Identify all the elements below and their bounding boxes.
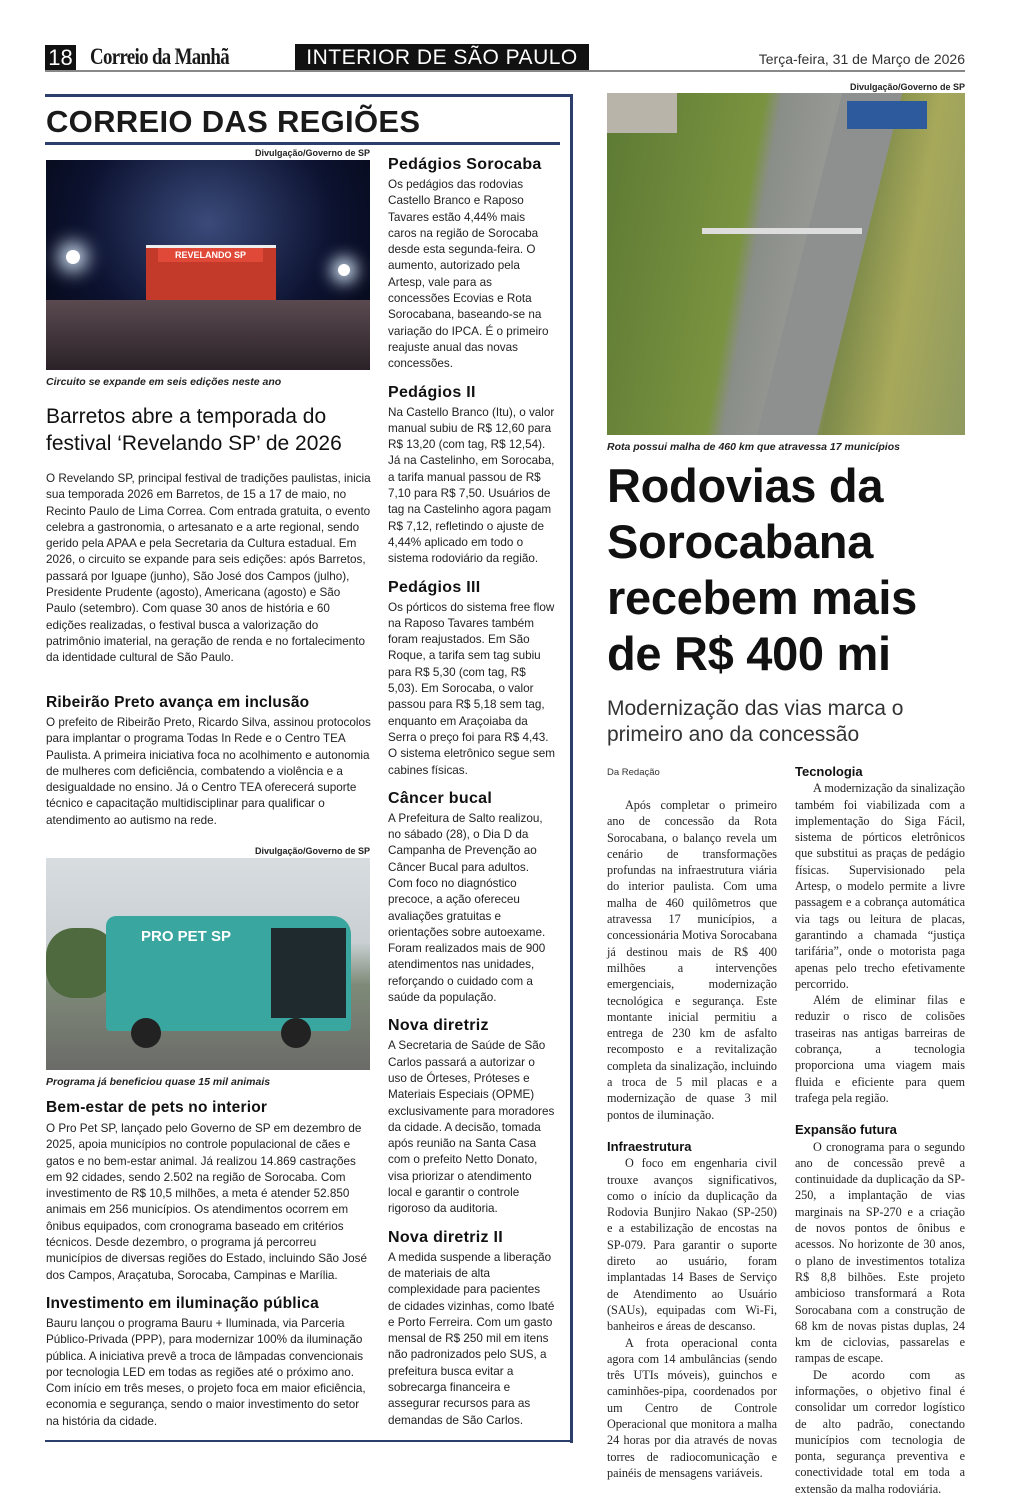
pets-heading: Bem-estar de pets no interior bbox=[46, 1099, 268, 1116]
article-paragraph: A frota operacional conta agora com 14 ambulâncias (sendo três UTIs móveis), guinchos e caminhões-pipa, coordenados por um Centro de Controle Operacional que monitora a malha 24 horas por dia através de novas torres de radiocomunicação e painéis de mensagens variáveis. bbox=[607, 1335, 777, 1480]
issue-date: Terça-feira, 31 de Março de 2026 bbox=[758, 51, 965, 67]
article-paragraph: Além de eliminar filas e reduzir o risco de colisões traseiras nas antigas barreiras de cobrança, a tecnologia proporciona uma viagem mais fluida e eficiente para quem trafega pela região. bbox=[795, 993, 965, 1105]
brief-body: A Prefeitura de Salto realizou, no sábado (28), o Dia D da Campanha de Prevenção ao Câncer Bucal para adultos. Com foco no diagnóstico precoce, a ação ofereceu avaliações gratuitas e orientações sobre autoexame. Foram realizados mais de 900 atendimentos nas unidades, reforçando o cuidado com a saúde da população. bbox=[388, 811, 546, 1005]
byline: Da Redação bbox=[607, 767, 660, 778]
regions-section-title: CORREIO DAS REGIÕES bbox=[46, 104, 421, 139]
box-border-bottom bbox=[45, 1440, 573, 1442]
article-paragraph: Após completar o primeiro ano de concessão da Rota Sorocabana, o balanço revela um cenário de transformações profundas na infraestrutura viária do interior paulista. Com uma malha de 460 quilômetros que atravessa 17 municípios, a concessionária Motiva Sorocabana já destinou mais de R$ 400 milhões a intervenções emergenciais, modernização tecnológica e segurança. Este montante inicial permitiu a entrega de 230 km de asfalto recomposto e a revitalização completa da sinalização, incluindo a troca de 5 mil placas e a modernização de quase 3 mil pontos de iluminação. bbox=[607, 798, 777, 1122]
brief-heading: Pedágios II bbox=[388, 383, 476, 401]
bus-text: PRO PET SP bbox=[141, 928, 232, 945]
photo-credit: Divulgação/Governo de SP bbox=[254, 148, 370, 158]
main-subheadline: Modernização das vias marca o primeiro ano da concessão bbox=[607, 697, 904, 746]
brief-body: Na Castello Branco (Itu), o valor manual subiu de R$ 12,60 para R$ 13,20 (com tag, R$ 12,54). Já na Castelinho, em Sorocaba, a tarifa manual passou de R$ 7,10 para R$ 7,50. Usuários de tag na Castelinho agora pagam R$ 7,12, refletindo o ajuste de 4,44% aplicado em todo o sistema rodoviário da região. bbox=[388, 405, 555, 566]
brief-body: Os pórticos do sistema free flow na Raposo Tavares também foram reajustados. Em São Roque, a tarifa sem tag subiu para R$ 5,30 (com tag, R$ 5,03). Em Sorocaba, o valor passou para R$ 5,18 sem tag, enquanto em Araçoiaba da Serra o preço foi para R$ 4,43. O sistema eletrônico segue sem cabines físicas. bbox=[388, 600, 555, 777]
article-paragraph: De acordo com as informações, o objetivo final é consolidar um corredor logístico de alto padrão, conectando municípios com tecnologia de ponta, segurança preventiva e conectividade total em toda a extensão da malha rodoviária. bbox=[795, 1367, 965, 1496]
section-title: INTERIOR DE SÃO PAULO bbox=[295, 44, 589, 71]
article-paragraph: O cronograma para o segundo ano de concessão prevê a continuidade da duplicação da SP-250, a implantação de vias marginais na SP-270 e a criação de novos pontos de ônibus e acessos. No horizonte de 30 anos, o plano de investimentos totaliza R$ 8,8 bilhões. Este projeto ambicioso transformará a Rota Sorocabana com a construção de 68 km de novas pistas duplas, 24 km de ciclovias, passarelas e rampas de escape. bbox=[795, 1139, 965, 1366]
lighting-body: Bauru lançou o programa Bauru + Iluminada, via Parceria Público-Privada (PPP), para modernizar 100% da iluminação pública. A iniciativa prevê a troca de lâmpadas convencionais por tecnologia LED em todas as regiões até o próximo ano. Com início em três meses, o projeto foca em maior eficiência, economia e segurança, sendo o maior investimento do setor na história da cidade. bbox=[46, 1317, 366, 1428]
photo-caption: Programa já beneficiou quase 15 mil animais bbox=[46, 1076, 271, 1088]
photo-credit: Divulgação/Governo de SP bbox=[254, 846, 370, 856]
stage-sign: REVELANDO SP bbox=[158, 248, 263, 262]
article-subheading: Infraestrutura bbox=[607, 1138, 692, 1154]
pets-body: O Pro Pet SP, lançado pelo Governo de SP em dezembro de 2025, apoia municípios no controle populacional de cães e gatos e no bem-estar animal. Já realizou 14.869 castrações em 92 cidades, sendo 2.502 na região de Sorocaba. Com investimento de R$ 10,5 milhões, a meta é atender 52.850 animais em 256 municípios. Os atendimentos ocorrem em ônibus equipados, com cronograma baseado em critérios técnicos. Desde dezembro, o programa já percorreu municípios de diversas regiões do Estado, incluindo São José dos Campos, Araçatuba, Sorocaba, Campinas e Marília. bbox=[46, 1122, 367, 1282]
brief-body: A Secretaria de Saúde de São Carlos passará a autorizar o uso de Órteses, Próteses e Materiais Especiais (OPME) exclusivamente para moradores da cidade. A decisão, tomada após reunião na Santa Casa com o prefeito Netto Donato, visa priorizar o atendimento local e garantir o controle rigoroso da auditoria. bbox=[388, 1039, 555, 1216]
brief-heading: Câncer bucal bbox=[388, 789, 493, 807]
brief-body: Os pedágios das rodovias Castello Branco e Raposo Tavares estão 4,44% mais caros na região de Sorocaba desde esta segunda-feira. O aumento, autorizado pela Artesp, vale para as concessões Ecovias e Rota Sorocabana, baseando-se na variação do IPCA. É o primeiro reajuste anual das novas concessões. bbox=[388, 178, 549, 371]
article-subheading: Expansão futura bbox=[795, 1122, 897, 1138]
article-paragraph: O foco em engenharia civil trouxe avanços significativos, como o início da duplicação da Rodovia Bunjiro Nakao (SP-250) e a estabilização de encostas na SP-079. Para garantir o suporte direto ao usuário, foram implantadas 14 Bases de Serviço de Atendimento ao Usuário (SAUs), equipadas com Wi-Fi, banheiros e áreas de descanso. bbox=[607, 1156, 777, 1334]
festival-stage-photo bbox=[46, 160, 370, 370]
brief-heading: Nova diretriz bbox=[388, 1017, 489, 1035]
brief bbox=[388, 156, 556, 373]
newspaper-logo: Correio da Manhã bbox=[90, 44, 229, 69]
brief-heading: Nova diretriz II bbox=[388, 1228, 504, 1246]
photo-credit: Divulgação/Governo de SP bbox=[849, 82, 965, 92]
article-column-2 bbox=[795, 764, 965, 1497]
photo-caption: Rota possui malha de 460 km que atravessa 17 municípios bbox=[607, 441, 900, 453]
brief-heading: Pedágios III bbox=[388, 578, 481, 596]
pet-bus-photo bbox=[46, 858, 370, 1070]
brief-heading: Pedágios Sorocaba bbox=[388, 156, 542, 173]
brief bbox=[388, 790, 556, 1007]
brief bbox=[388, 1229, 556, 1429]
lighting-heading: Investimento em iluminação pública bbox=[46, 1295, 319, 1312]
briefs-column bbox=[388, 156, 556, 1429]
article-subheading: Tecnologia bbox=[795, 764, 863, 779]
highway-aerial-photo bbox=[607, 93, 965, 435]
brief-body: A medida suspende a liberação de materiais de alta complexidade para pacientes de cidades vizinhas, como Ibaté e Porto Ferreira. Com um gasto mensal de R$ 250 mil em itens não padronizados pelo SUS, a prefeitura busca evitar a sobrecarga financeira e assegurar recursos para as demandas de São Carlos. bbox=[388, 1250, 555, 1427]
box-border-top bbox=[45, 94, 573, 97]
brief bbox=[388, 579, 556, 779]
main-headline: Rodovias da Sorocabana recebem mais de R$ 400 mi bbox=[607, 459, 917, 680]
photo-caption: Circuito se expande em seis edições neste ano bbox=[46, 376, 282, 388]
article-paragraph: A modernização da sinalização também foi viabilizada com a implementação do Siga Fácil, sistema de pórticos eletrônicos que substitui as praças de pedágio físicas. Supervisionado pela Artesp, o modelo permite a livre passagem e a cobrança automática via tags ou leitura de placas, garantindo a chamada “justiça tarifária”, onde o motorista paga apenas pelo trecho efetivamente percorrido. bbox=[795, 781, 965, 991]
title-underline bbox=[45, 142, 560, 145]
ribeirao-body: O prefeito de Ribeirão Preto, Ricardo Silva, assinou protocolos para implantar o programa Todas In Rede e o Centro TEA Paulista. A primeira iniciativa foca no acolhimento e autonomia de mulheres com deficiência, combatendo a violência e a desigualdade no ensino. Já o Centro TEA oferecerá suporte técnico e capacitação multidisciplinar para qualificar o atendimento ao autismo na rede. bbox=[46, 716, 371, 827]
box-border-right bbox=[570, 94, 573, 1443]
header-divider bbox=[45, 70, 965, 72]
brief bbox=[388, 384, 556, 568]
ribeirao-heading: Ribeirão Preto avança em inclusão bbox=[46, 694, 310, 711]
brief bbox=[388, 1017, 556, 1217]
lead-body: O Revelando SP, principal festival de tradições paulistas, inicia sua temporada 2026 em Barretos, de 15 a 17 de maio, no Recinto Paulo de Lima Correa. Com entrada gratuita, o evento celebra a gastronomia, o artesanato e a arte regional, sendo gerido pela APAA e pela Secretaria da Cultura estadual. Em 2026, o circuito se expande para seis edições: após Barretos, passará por Iguape (junho), São José dos Campos (julho), Presidente Prudente (agosto), Americana (agosto) e São Paulo (setembro). Com quase 30 anos de história e 60 edições realizadas, o festival busca a valorização do patrimônio imaterial, na geração de renda e no fortalecimento da identidade cultural de São Paulo. bbox=[46, 472, 371, 665]
page-number: 18 bbox=[45, 45, 76, 71]
article-column-1 bbox=[607, 797, 777, 1481]
lead-headline: Barretos abre a temporada do festival ‘Revelando SP’ de 2026 bbox=[46, 405, 342, 455]
